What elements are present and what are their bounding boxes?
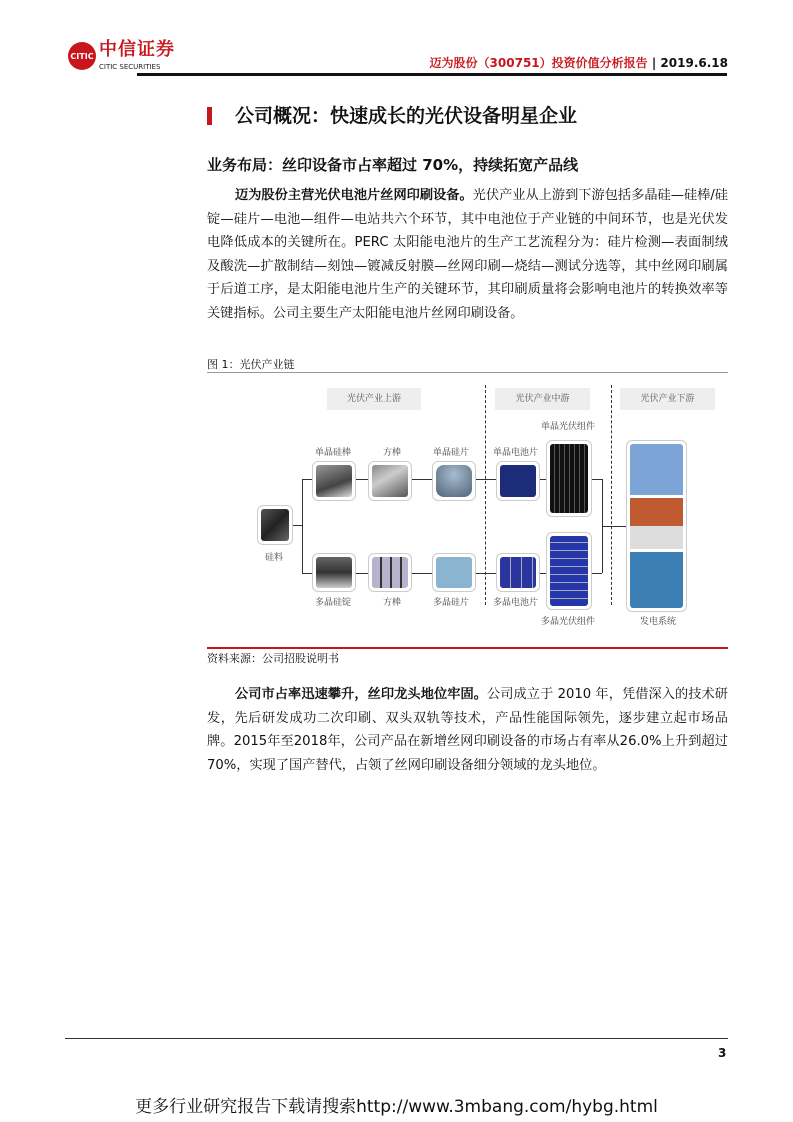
footer-rule: [65, 1038, 728, 1039]
upstream-header: 光伏产业上游: [327, 388, 421, 410]
footer-link-text[interactable]: 更多行业研究报告下载请搜索http://www.3mbang.com/hybg.html: [135, 1097, 658, 1117]
poly-wafer-image: [432, 553, 476, 592]
poly-module-image: [546, 532, 592, 610]
report-title: 迈为股份（300751）投资价值分析报告: [429, 56, 648, 70]
para2-body: 公司成立于 2010 年，凭借深入的技术研发，先后研发成功二次印刷、双头双轨等技术，产品性能国际领先，逐步建立起市场品牌。2015年至2018年，公司产品在新增丝网印刷设备的市场占有率从26.0%上升到超过70%，实现了国产替代，占领了丝网印刷设备细分领域的龙头地位。: [207, 687, 728, 773]
mono-rod-image: [312, 461, 356, 501]
square-rod-image: [368, 461, 412, 501]
figure-title: 图 1：光伏产业链: [207, 358, 295, 371]
midstream-header: 光伏产业中游: [495, 388, 590, 410]
connector-line: [293, 525, 302, 526]
label-poly-wafer: 多晶硅片: [433, 598, 470, 608]
label-mono-wafer: 单晶硅片: [433, 448, 470, 458]
page-number: 3: [718, 1046, 727, 1060]
divider: [611, 385, 612, 605]
power-system-image: [626, 440, 687, 612]
connector-line: [302, 479, 303, 573]
label-mono-cell: 单晶电池片: [493, 448, 539, 458]
paragraph-2: [207, 683, 728, 777]
report-date: 2019.6.18: [660, 56, 728, 70]
section-title: 公司概况：快速成长的光伏设备明星企业: [235, 105, 578, 127]
source-rule: [207, 647, 728, 649]
figure-source: 资料来源：公司招股说明书: [207, 652, 339, 665]
citic-logo-icon: [68, 42, 96, 70]
mono-module-image: [546, 440, 592, 517]
report-header: [430, 56, 728, 70]
para1-lead: 迈为股份主营光伏电池片丝网印刷设备。: [235, 188, 473, 203]
subsection-title: 业务布局：丝印设备市占率超过 70%，持续拓宽产品线: [207, 156, 579, 174]
connector-line: [592, 573, 602, 574]
raw-silicon-image: [257, 505, 293, 545]
label-poly-module: 多晶光伏组件: [541, 617, 596, 627]
logo-cn: 中信证券: [99, 39, 175, 60]
label-power-system: 发电系统: [640, 617, 677, 627]
square-rod-2-image: [368, 553, 412, 592]
para2-lead: 公司市占率迅速攀升，丝印龙头地位牢固。: [235, 687, 488, 702]
para1-body: 光伏产业从上游到下游包括多晶硅—硅棒/硅锭—硅片—电池—组件—电站共六个环节，其中电池位于产业链的中间环节，也是光伏发电降低成本的关键所在。PERC 太阳能电池片的生产工艺流程分为：硅片检测—表面制绒及酸洗—扩散制结—刻蚀—镀减反射膜—丝网印刷—烧结—测试分选等，其中丝网印刷属于后道工序，是太阳能电池片生产的关键环节，其印刷质量将会影响电池片的转换效率等关键指标。公司主要生产太阳能电池片丝网印刷设备。: [207, 188, 728, 321]
paragraph-1: [207, 184, 728, 325]
mono-cell-image: [496, 461, 540, 501]
label-mono-rod: 单晶硅棒: [315, 448, 352, 458]
label-square-rod-2: 方棒: [383, 598, 402, 608]
connector-line: [592, 479, 602, 480]
label-raw: 硅料: [265, 553, 284, 563]
connector-line: [302, 479, 312, 480]
mono-wafer-image: [432, 461, 476, 501]
poly-cell-image: [496, 553, 540, 592]
connector-line: [602, 526, 626, 527]
downstream-header: 光伏产业下游: [620, 388, 715, 410]
figure-rule: [207, 372, 728, 373]
connector-line: [302, 573, 312, 574]
logo-mark-text: CITIC: [70, 51, 94, 61]
label-poly-ingot: 多晶硅锭: [315, 598, 352, 608]
section-marker: [207, 107, 212, 125]
poly-ingot-image: [312, 553, 356, 592]
logo-en: CITIC SECURITIES: [99, 63, 161, 71]
header-rule: [137, 73, 727, 76]
divider: [485, 385, 486, 605]
label-square-rod-1: 方棒: [383, 448, 402, 458]
label-mono-module: 单晶光伏组件: [541, 422, 596, 432]
label-poly-cell: 多晶电池片: [493, 598, 539, 608]
header-separator: |: [651, 56, 657, 70]
